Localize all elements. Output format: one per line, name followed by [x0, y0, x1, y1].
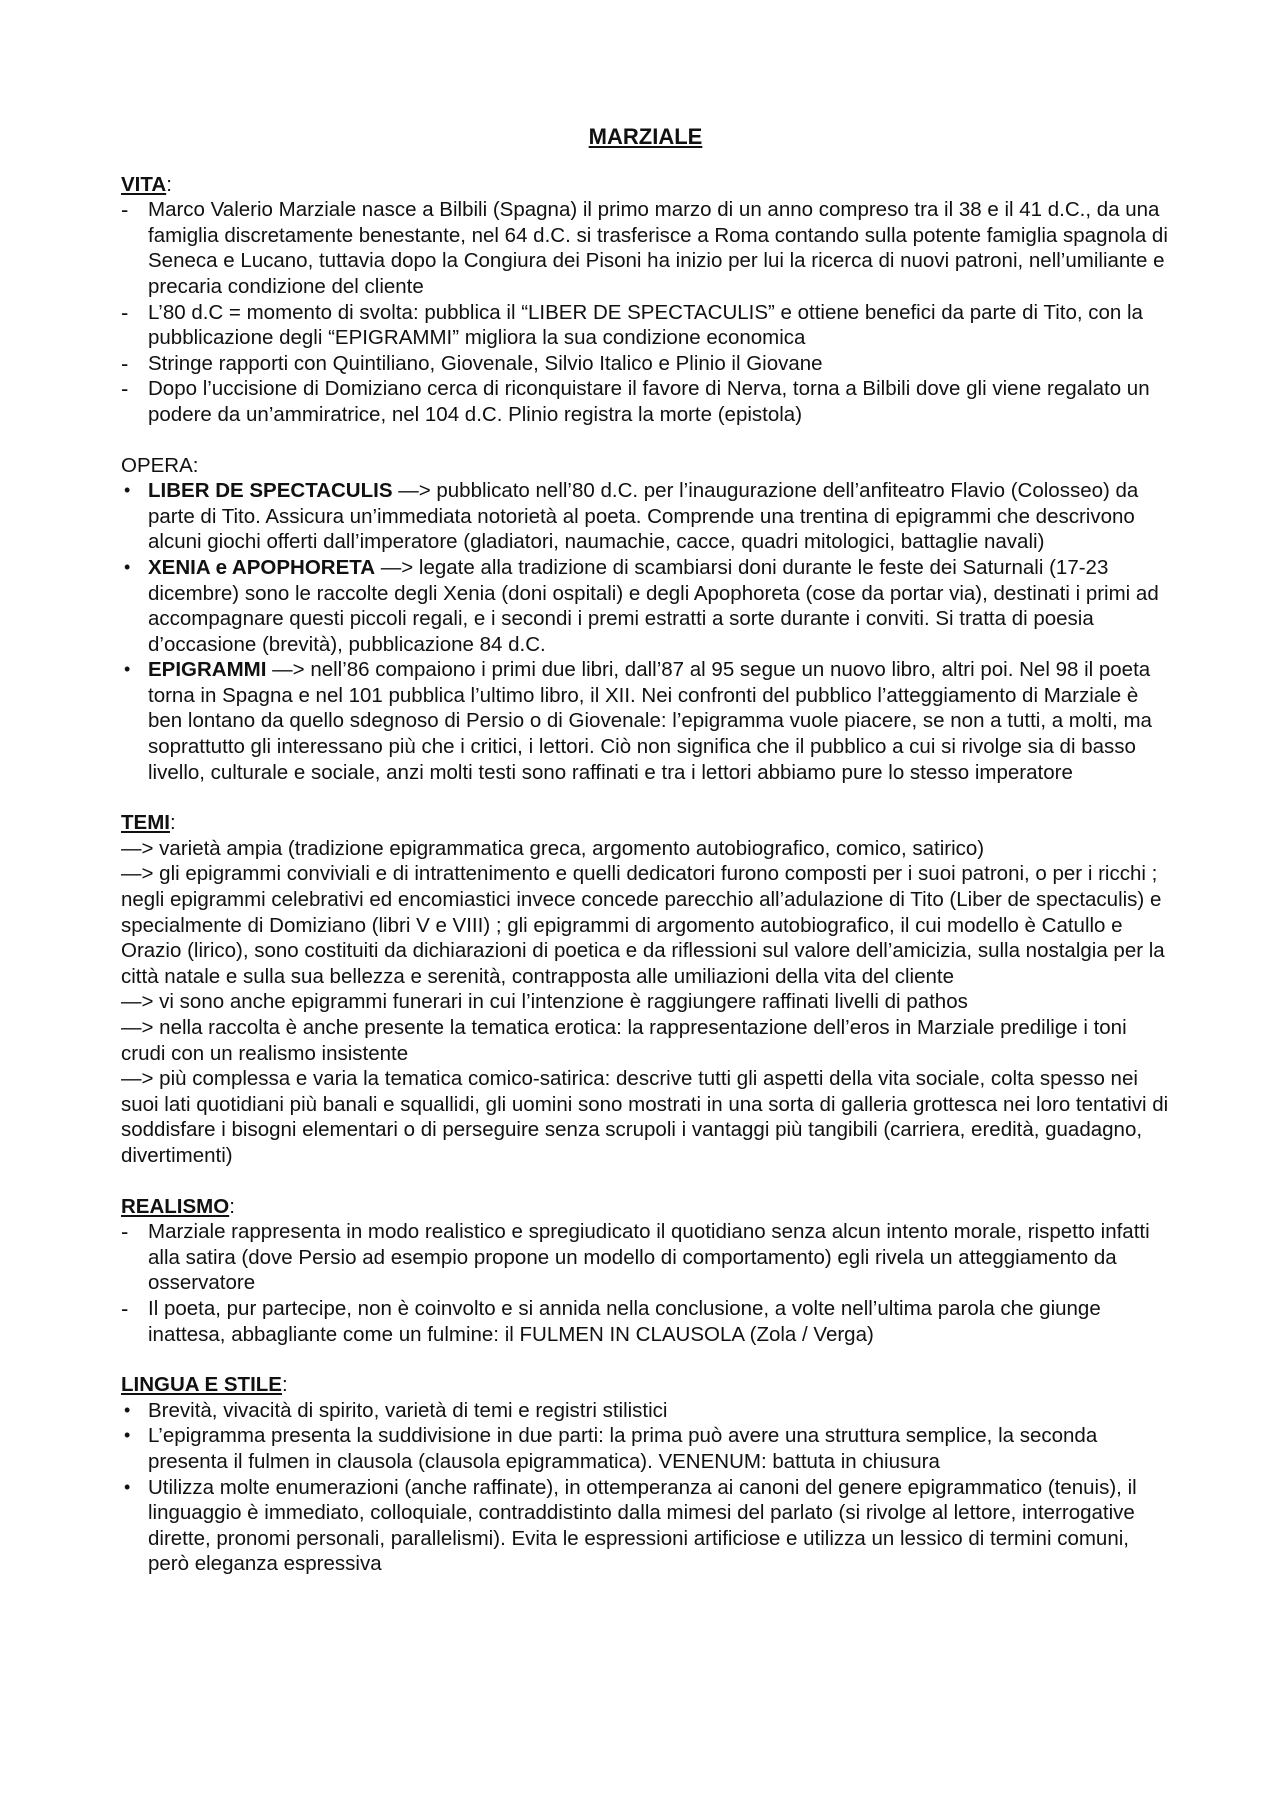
- list-item: - L’80 d.C = momento di svolta: pubblica il “LIBER DE SPECTACULIS” e ottiene benefici da parte di Tito, con la pubblicazione degli “EPIGRAMMI” migliora la sua condizione economica: [121, 299, 1143, 350]
- list-item: • XENIA e APOPHORETA —> legate alla tradizione di scambiarsi doni durante le feste dei Saturnali (17-23 dicembre) sono le raccolte degli Xenia (doni ospitali) e degli Apophoreta (cose da portar via), destinati i primi ad accompagnare questi piccoli regali, e i secondi i premi estratti a sorte durante i conviti. Si tratta di poesia d’occasione (brevità), pubblicazione 84 d.C.: [124, 555, 1159, 656]
- bullet-marker: •: [124, 659, 131, 680]
- section-heading-vita: VITA:: [121, 172, 172, 196]
- document-title: MARZIALE: [588, 124, 703, 149]
- list-item: - Stringe rapporti con Quintiliano, Giovenale, Silvio Italico e Plinio il Giovane: [121, 350, 823, 376]
- list-item: • LIBER DE SPECTACULIS —> pubblicato nell’80 d.C. per l’inaugurazione dell’anfiteatro Flavio (Colosseo) da parte di Tito. Assicura un’immediata notorietà al poeta. Comprende una trentina di epigrammi che descrivono alcuni giochi offerti dall’imperatore (gladiatori, naumachie, cacce, quadri mitologici, battaglie navali): [124, 479, 1139, 554]
- list-item: - Marco Valerio Marziale nasce a Bilbili (Spagna) il primo marzo di un anno compreso tra il 38 e il 41 d.C., da una famiglia discretamente benestante, nel 64 d.C. si trasferisce a Roma contando sulla potente famiglia spagnola di Seneca e Lucano, tuttavia dopo la Congiura dei Pisoni ha inizio per lui la ricerca di nuovi patroni, nell’umiliante e precaria condizione del cliente: [121, 197, 1168, 298]
- section-lingua-e-stile: [121, 1372, 1170, 1577]
- temi-paragraph: —> più complessa e varia la tematica comico-satirica: descrive tutti gli aspetti della vita sociale, colta spesso nei suoi lati quotidiani più banali e squallidi, gli uomini sono mostrati in una sorta di galleria grottesca nei loro tentativi di soddisfare i bisogni elementari o di perseguire senza scrupoli i vantaggi più tangibili (carriera, eredità, guadagno, divertimenti): [121, 1067, 1169, 1167]
- bullet-marker: •: [124, 480, 131, 501]
- section-vita: [121, 172, 1170, 428]
- temi-paragraph: —> nella raccolta è anche presente la tematica erotica: la rappresentazione dell’eros in Marziale predilige i toni crudi con un realismo insistente: [121, 1016, 1127, 1065]
- section-heading-opera: OPERA:: [121, 453, 199, 477]
- temi-paragraph: —> varietà ampia (tradizione epigrammatica greca, argomento autobiografico, comico, satirico): [121, 836, 985, 860]
- realismo-list: [121, 1219, 1170, 1347]
- dash-marker: -: [121, 299, 129, 325]
- dash-marker: -: [121, 1219, 129, 1245]
- list-item: • EPIGRAMMI —> nell’86 compaiono i primi due libri, dall’87 al 95 segue un nuovo libro, altri poi. Nel 98 il poeta torna in Spagna e nel 101 pubblica l’ultimo libro, il XII. Nei confronti del pubblico l’atteggiamento di Marziale è ben lontano da quello sdegnoso di Persio o di Giovenale: l’epigramma vuole piacere, se non a tutti, a molti, ma soprattutto gli interessano più che i critici, i lettori. Ciò non significa che il pubblico a cui si rivolge sia di basso livello, culturale e sociale, anzi molti testi sono raffinati e tra i lettori abbiamo pure lo stesso imperatore: [124, 658, 1152, 784]
- section-heading-temi: TEMI:: [121, 811, 176, 835]
- list-item: - Dopo l’uccisione di Domiziano cerca di riconquistare il favore di Nerva, torna a Bilbili dove gli viene regalato un podere da un’ammiratrice, nel 104 d.C. Plinio registra la morte (epistola): [121, 376, 1150, 426]
- section-heading-realismo: REALISMO:: [121, 1194, 235, 1218]
- dash-marker: -: [121, 1295, 129, 1321]
- section-opera: [121, 453, 1170, 786]
- bullet-marker: •: [124, 556, 131, 577]
- temi-paragraph: —> vi sono anche epigrammi funerari in cui l’intenzione è raggiungere raffinati livelli di pathos: [121, 990, 968, 1014]
- section-realismo: [121, 1194, 1170, 1348]
- dash-marker: -: [121, 350, 129, 376]
- bullet-marker: •: [124, 1399, 131, 1420]
- vita-list: [121, 197, 1170, 427]
- bullet-marker: •: [124, 1425, 131, 1446]
- list-item: • L’epigramma presenta la suddivisione in due parti: la prima può avere una struttura semplice, la seconda presenta il fulmen in clausola (clausola epigrammatica). VENENUM: battuta in chiusura: [124, 1424, 1098, 1473]
- dash-marker: -: [121, 197, 129, 223]
- lingua-list: [121, 1398, 1170, 1577]
- list-item: • Utilizza molte enumerazioni (anche raffinate), in ottemperanza ai canoni del genere epigrammatico (tenuis), il linguaggio è immediato, colloquiale, contraddistinto dalla mimesi del parlato (si rivolge al lettore, interrogative dirette, pronomi personali, parallelismi). Evita le espressioni artificiose e utilizza un lessico di termini comuni, però eleganza espressiva: [124, 1475, 1137, 1576]
- opera-list: [121, 478, 1170, 785]
- temi-paragraph: —> gli epigrammi conviviali e di intrattenimento e quelli dedicatori furono composti per i suoi patroni, o per i ricchi ; negli epigrammi celebrativi ed encomiastici invece concede parecchio all’adulazione di Tito (Liber de spectaculis) e specialmente di Domiziano (libri V e VIII) ; gli epigrammi di argomento autobiografico, il cui modello è Catullo e Orazio (lirico), sono costituiti da dichiarazioni di poetica e da riflessioni sul valore dell’amicizia, sulla nostalgia per la città natale e sulla sua bellezza e serenità, contrapposta alle umiliazioni della vita del cliente: [121, 862, 1165, 988]
- section-heading-lingua: LINGUA E STILE:: [121, 1373, 288, 1397]
- section-temi: [121, 810, 1170, 1168]
- list-item: • Brevità, vivacità di spirito, varietà di temi e registri stilistici: [124, 1398, 668, 1422]
- list-item: - Marziale rappresenta in modo realistico e spregiudicato il quotidiano senza alcun intento morale, rispetto infatti alla satira (dove Persio ad esempio propone un modello di comportamento) egli rivela un atteggiamento da osservatore: [121, 1219, 1150, 1295]
- dash-marker: -: [121, 376, 129, 402]
- bullet-marker: •: [124, 1476, 131, 1497]
- list-item: - Il poeta, pur partecipe, non è coinvolto e si annida nella conclusione, a volte nell’ultima parola che giunge inattesa, abbagliante come un fulmine: il FULMEN IN CLAUSOLA (Zola / Verga): [121, 1295, 1101, 1346]
